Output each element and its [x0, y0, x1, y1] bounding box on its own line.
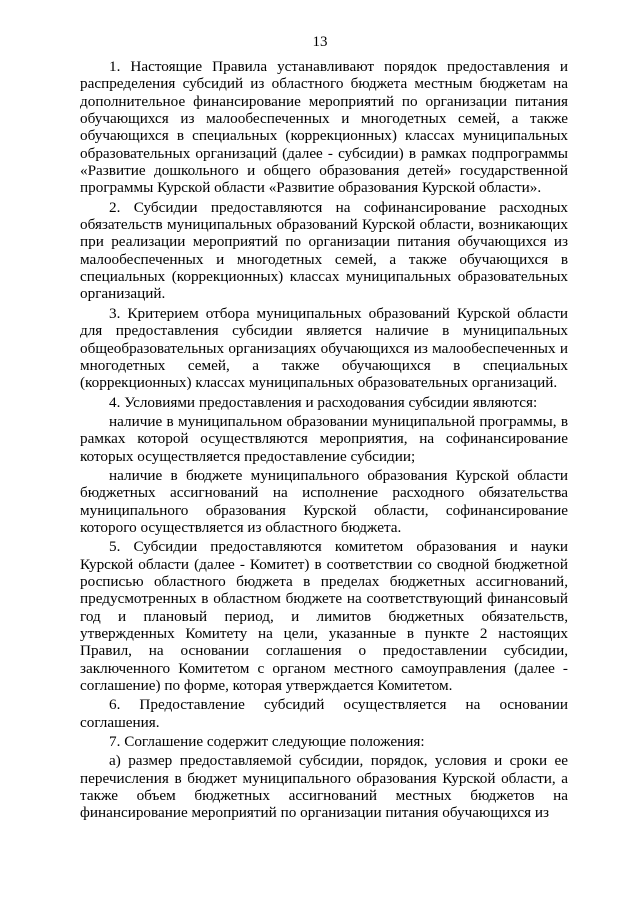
paragraph-4-condition-2: наличие в бюджете муниципального образования Курской области бюджетных ассигнований на исполнение расходного обязательства муниципального образования Курской области, софинансирование которого осуществляется из областного бюджета.	[80, 466, 568, 536]
paragraph-2: 2. Субсидии предоставляются на софинансирование расходных обязательств муниципальных образований Курской области, возникающих при реализации мероприятий по организации питания обучающихся из малообеспеченных и многодетных семей, а также обучающихся в специальных (коррекционных) классах муниципальных образовательных организаций.	[80, 198, 568, 303]
paragraph-5: 5. Субсидии предоставляются комитетом образования и науки Курской области (далее - Комитет) в соответствии со сводной бюджетной росписью областного бюджета в пределах бюджетных ассигнований, предусмотренных в областном бюджете на соответствующий финансовый год и плановый период, и лимитов бюджетных обязательств, утвержденных Комитету на цели, указанные в пункте 2 настоящих Правил, на основании соглашения о предоставлении субсидии, заключенного Комитетом с органом местного самоуправления (далее - соглашение) по форме, которая утверждается Комитетом.	[80, 538, 568, 695]
paragraph-4-condition-1: наличие в муниципальном образовании муниципальной программы, в рамках которой осуществляются мероприятия, на софинансирование которых осуществляется предоставление субсидии;	[80, 412, 568, 465]
document-body	[80, 58, 568, 824]
page-number: 13	[312, 34, 328, 50]
paragraph-7-item-a: а) размер предоставляемой субсидии, порядок, условия и сроки ее перечисления в бюджет муниципального образования Курской области, а также объем бюджетных ассигнований местных бюджетов на финансирование мероприятий по организации питания обучающихся из	[80, 752, 568, 822]
paragraph-4: 4. Условиями предоставления и расходования субсидии являются:	[109, 393, 538, 411]
paragraph-7: 7. Соглашение содержит следующие положения:	[109, 733, 425, 751]
paragraph-6: 6. Предоставление субсидий осуществляется на основании соглашения.	[80, 696, 568, 731]
paragraph-1: 1. Настоящие Правила устанавливают порядок предоставления и распределения субсидий из областного бюджета местным бюджетам на дополнительное финансирование мероприятий по организации питания обучающихся из малообеспеченных и многодетных семей, а также обучающихся в специальных (коррекционных) классах муниципальных образовательных организаций (далее - субсидии) в рамках подпрограммы «Развитие дошкольного и общего образования детей» государственной программы Курской области «Развитие образования Курской области».	[80, 58, 568, 197]
paragraph-3: 3. Критерием отбора муниципальных образований Курской области для предоставления субсидии является наличие в муниципальных общеобразовательных организациях обучающихся из малообеспеченных и многодетных семей, а также обучающихся в специальных (коррекционных) классах муниципальных образовательных организаций.	[80, 304, 568, 392]
